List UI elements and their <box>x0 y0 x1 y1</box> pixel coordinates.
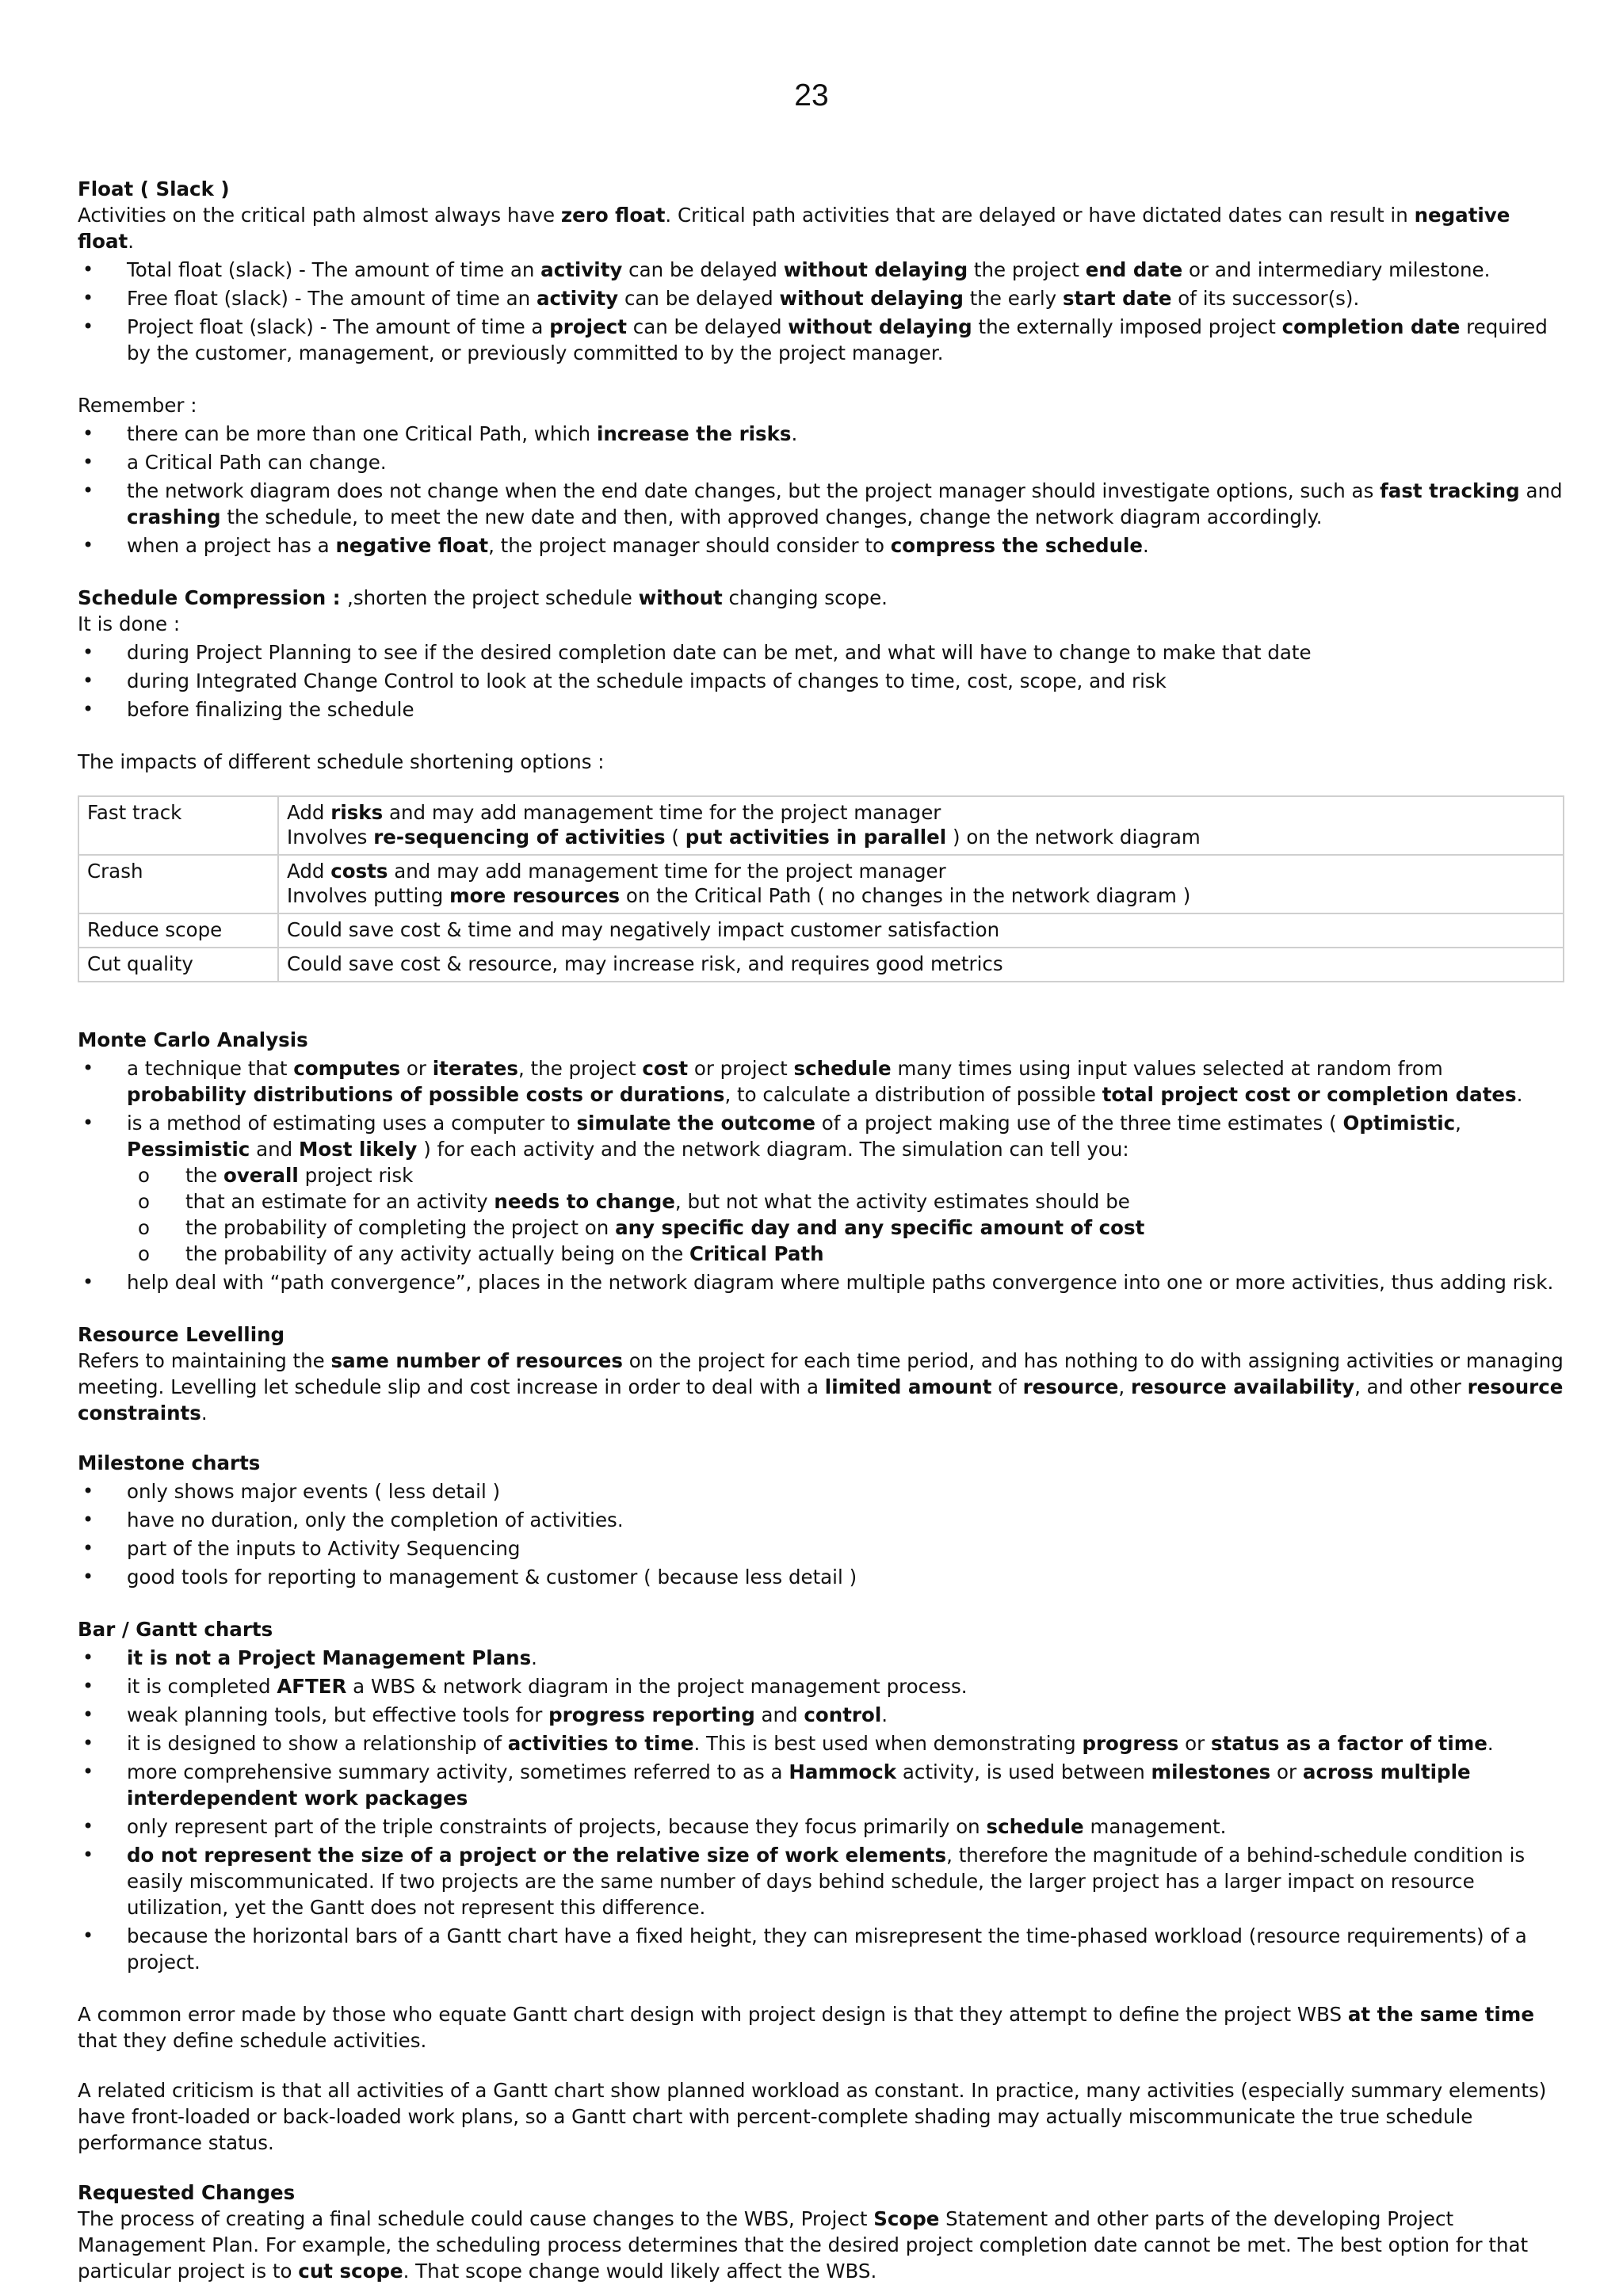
bold-text: without delaying <box>788 315 972 338</box>
list-item: • do not represent the size of a project or the relative size of work elements, therefore the magnitude of a behind-schedule condition is easily miscommunicated. If two projects are the same number of days behind schedule, the larger project has a larger impact on resource utilization, yet the Gantt does not represent this difference. <box>78 1842 1564 1920</box>
sub-list-item: o the probability of completing the project on any specific day and any specific amount of cost <box>127 1215 1564 1241</box>
gantt-paragraph-1: A common error made by those who equate Gantt chart design with project design is that they attempt to define the project WBS at the same time that they define schedule activities. <box>78 2003 1534 2052</box>
bold-text: Pessimistic <box>127 1138 250 1161</box>
option-impact-cell <box>278 948 1564 982</box>
section-heading-requested-changes: Requested Changes <box>78 2181 296 2204</box>
bold-text: control <box>804 1703 882 1726</box>
list-item: • weak planning tools, but effective tools for progress reporting and control. <box>78 1702 1564 1728</box>
section-heading-milestone: Milestone charts <box>78 1451 261 1474</box>
list-item: • good tools for reporting to management & customer ( because less detail ) <box>78 1564 1564 1590</box>
bold-text: crashing <box>127 505 221 528</box>
float-intro: Activities on the critical path almost always have zero float. Critical path activities that are delayed or have dictated dates can result in negative float. <box>78 204 1510 253</box>
bold-text: do not represent the size of a project or the relative size of work elements <box>127 1844 947 1867</box>
sub-list <box>127 1162 1564 1267</box>
bold-text: probability distributions of possible costs or durations <box>127 1083 725 1106</box>
milestone-list <box>78 1478 1564 1590</box>
bold-text: same number of resources <box>330 1349 623 1372</box>
bold-text: computes <box>293 1057 401 1080</box>
bold-text: without delaying <box>783 258 968 281</box>
compression-line <box>78 585 1564 611</box>
bold-text: costs <box>330 860 388 883</box>
bold-text: any specific day and any specific amount of cost <box>615 1216 1145 1239</box>
bold-text: milestones <box>1151 1760 1271 1783</box>
bold-text: start date <box>1062 287 1172 310</box>
section-heading-monte-carlo: Monte Carlo Analysis <box>78 1028 308 1051</box>
bold-text: resource <box>1022 1375 1119 1398</box>
bold-text: negative float <box>335 534 489 557</box>
list-item: • only represent part of the triple constraints of projects, because they focus primarily on schedule management. <box>78 1814 1564 1840</box>
list-item: • when a project has a negative float, the project manager should consider to compress the schedule. <box>78 532 1564 559</box>
bold-text: activities to time <box>507 1732 694 1755</box>
table-row <box>78 855 1564 913</box>
bold-text: limited amount <box>824 1375 992 1398</box>
bold-text: schedule <box>986 1815 1084 1838</box>
bold-text: project <box>549 315 627 338</box>
bold-text: total project cost or completion dates <box>1102 1083 1517 1106</box>
bold-text: progress reporting <box>548 1703 755 1726</box>
list-item: • the network diagram does not change when the end date changes, but the project manager should investigate options, such as fast tracking and crashing the schedule, to meet the new date and then, with approved changes, change the network diagram accordingly. <box>78 478 1564 530</box>
list-item: • before finalizing the schedule <box>78 696 1564 723</box>
list-item: • it is completed AFTER a WBS & network diagram in the project management process. <box>78 1673 1564 1699</box>
list-item: • during Project Planning to see if the desired completion date can be met, and what will have to change to make that date <box>78 639 1564 666</box>
float-list <box>78 257 1564 366</box>
bold-text: compress the schedule <box>890 534 1144 557</box>
bold-text: status as a factor of time <box>1210 1732 1487 1755</box>
bold-text: iterates <box>432 1057 518 1080</box>
bold-text: fast tracking <box>1380 479 1520 502</box>
list-item: • because the horizontal bars of a Gantt chart have a fixed height, they can misrepresent the time-phased workload (resource requirements) of a project. <box>78 1923 1564 1975</box>
list-item: • Total float (slack) - The amount of time an activity can be delayed without delaying the project end date or and intermediary milestone. <box>78 257 1564 283</box>
table-row <box>78 913 1564 948</box>
bold-text: end date <box>1085 258 1183 281</box>
bold-text: it is not a Project Management Plans <box>127 1646 532 1669</box>
option-impact-cell <box>278 796 1564 855</box>
remember-heading: Remember : <box>78 394 197 417</box>
remember-list <box>78 421 1564 559</box>
compression-list <box>78 639 1564 723</box>
page-content <box>78 176 1564 2284</box>
list-item: • Project float (slack) - The amount of time a project can be delayed without delaying the externally imposed project completion date required by the customer, management, or previously committed to by the project manager. <box>78 314 1564 366</box>
list-item: • part of the inputs to Activity Sequencing <box>78 1535 1564 1562</box>
bold-text: re-sequencing of activities <box>373 826 666 849</box>
bold-text: risks <box>330 801 384 824</box>
gantt-paragraph-2: A related criticism is that all activities of a Gantt chart show planned workload as constant. In practice, many activities (especially summary elements) have front-loaded or back-loaded work plans, so a Gantt chart with percent-complete shading may actually miscommunicate the true schedule performance status. <box>78 2079 1547 2154</box>
bold-text: Hammock <box>789 1760 897 1783</box>
requested-changes-text: The process of creating a final schedule could cause changes to the WBS, Project Scope Statement and other parts of the developing Project Management Plan. For example, the scheduling process determines that the desired project completion date cannot be met. The best option for that particular project is to cut scope. That scope change would likely affect the WBS. <box>78 2207 1529 2283</box>
levelling-text: Refers to maintaining the same number of resources on the project for each time period, and has nothing to do with assigning activities or managing meeting. Levelling let schedule slip and cost increase in order to deal with a limited amount of resource, resource availability, and other resource constraints. <box>78 1349 1564 1425</box>
bold-text: progress <box>1082 1732 1179 1755</box>
impact-line: Could save cost & resource, may increase risk, and requires good metrics <box>287 952 1003 975</box>
list-item: • it is not a Project Management Plans. <box>78 1645 1564 1671</box>
bold-text: increase the risks <box>596 422 792 445</box>
list-item: • have no duration, only the completion of activities. <box>78 1507 1564 1533</box>
shortening-options-table <box>78 795 1564 982</box>
bold-text: across multiple interdependent work packages <box>127 1760 1471 1810</box>
bold-text: simulate the outcome <box>576 1112 815 1135</box>
bold-text: schedule <box>793 1057 892 1080</box>
sub-list-item: o the overall project risk <box>127 1162 1564 1188</box>
bold-text: at the same time <box>1347 2003 1534 2026</box>
bold-text: activity <box>536 287 619 310</box>
bold-text: Most likely <box>298 1138 418 1161</box>
bold-text: completion date <box>1281 315 1461 338</box>
impacts-label: The impacts of different schedule shortening options : <box>78 750 605 773</box>
bold-text: cut scope <box>298 2260 403 2283</box>
option-name-cell: Reduce scope <box>78 913 278 948</box>
option-impact-cell <box>278 855 1564 913</box>
list-item: • is a method of estimating uses a computer to simulate the outcome of a project making use of the three time estimates ( Optimistic, Pessimistic and Most likely ) for each activity and the network diagram. The simulation can tell you: o the overall project risk o that an estimate for an activity needs to change, but not what the activity estimates should be o the probability of completing the project on any specific day and any specific amount of cost o the probability of any activity actually being on the Critical Path <box>78 1110 1564 1267</box>
bold-text: negative float <box>78 204 1510 253</box>
table-row <box>78 948 1564 982</box>
compression-definition: ,shorten the project schedule without changing scope. <box>347 586 888 609</box>
list-item: • it is designed to show a relationship of activities to time. This is best used when demonstrating progress or status as a factor of time. <box>78 1730 1564 1756</box>
compression-done-label: It is done : <box>78 612 181 635</box>
bold-text: Scope <box>873 2207 940 2230</box>
section-heading-gantt: Bar / Gantt charts <box>78 1618 273 1641</box>
section-heading-float: Float ( Slack ) <box>78 177 230 200</box>
impact-line: Add risks and may add management time for the project manager <box>287 801 941 824</box>
section-heading-compression: Schedule Compression : <box>78 586 348 609</box>
impact-line: Could save cost & time and may negatively impact customer satisfaction <box>287 918 1000 941</box>
gantt-list <box>78 1645 1564 1975</box>
impact-line: Involves putting more resources on the Critical Path ( no changes in the network diagram ) <box>287 884 1191 907</box>
section-heading-levelling: Resource Levelling <box>78 1323 285 1346</box>
bold-text: without delaying <box>779 287 964 310</box>
impact-line: Add costs and may add management time for the project manager <box>287 860 946 883</box>
list-item: • only shows major events ( less detail ) <box>78 1478 1564 1505</box>
table-row <box>78 796 1564 855</box>
bold-text: Optimistic <box>1342 1112 1456 1135</box>
list-item: • a Critical Path can change. <box>78 449 1564 475</box>
bold-text: cost <box>642 1057 689 1080</box>
monte-carlo-list <box>78 1055 1564 1295</box>
bold-text: Critical Path <box>689 1242 824 1265</box>
list-item: • there can be more than one Critical Path, which increase the risks. <box>78 421 1564 447</box>
bold-text: without <box>638 586 723 609</box>
page-number: 23 <box>794 78 829 113</box>
option-name-cell: Crash <box>78 855 278 913</box>
list-item: • Free float (slack) - The amount of time an activity can be delayed without delaying the early start date of its successor(s). <box>78 285 1564 311</box>
bold-text: overall <box>223 1164 299 1187</box>
bold-text: zero float <box>560 204 666 227</box>
sub-list-item: o the probability of any activity actually being on the Critical Path <box>127 1241 1564 1267</box>
bold-text: resource availability <box>1130 1375 1355 1398</box>
bold-text: resource constraints <box>78 1375 1564 1425</box>
list-item: • more comprehensive summary activity, sometimes referred to as a Hammock activity, is used between milestones or across multiple interdependent work packages <box>78 1759 1564 1811</box>
option-impact-cell <box>278 913 1564 948</box>
bold-text: needs to change <box>494 1190 675 1213</box>
list-item: • help deal with “path convergence”, places in the network diagram where multiple paths convergence into one or more activities, thus adding risk. <box>78 1269 1564 1295</box>
bold-text: put activities in parallel <box>685 826 947 849</box>
impact-line: Involves re-sequencing of activities ( put activities in parallel ) on the network diagram <box>287 826 1201 849</box>
bold-text: more resources <box>449 884 621 907</box>
sub-list-item: o that an estimate for an activity needs to change, but not what the activity estimates should be <box>127 1188 1564 1215</box>
option-name-cell: Fast track <box>78 796 278 855</box>
list-item: • a technique that computes or iterates, the project cost or project schedule many times using input values selected at random from probability distributions of possible costs or durations, to calculate a distribution of possible total project cost or completion dates. <box>78 1055 1564 1108</box>
list-item: • during Integrated Change Control to look at the schedule impacts of changes to time, cost, scope, and risk <box>78 668 1564 694</box>
option-name-cell: Cut quality <box>78 948 278 982</box>
bold-text: activity <box>540 258 623 281</box>
bold-text: AFTER <box>277 1675 347 1698</box>
